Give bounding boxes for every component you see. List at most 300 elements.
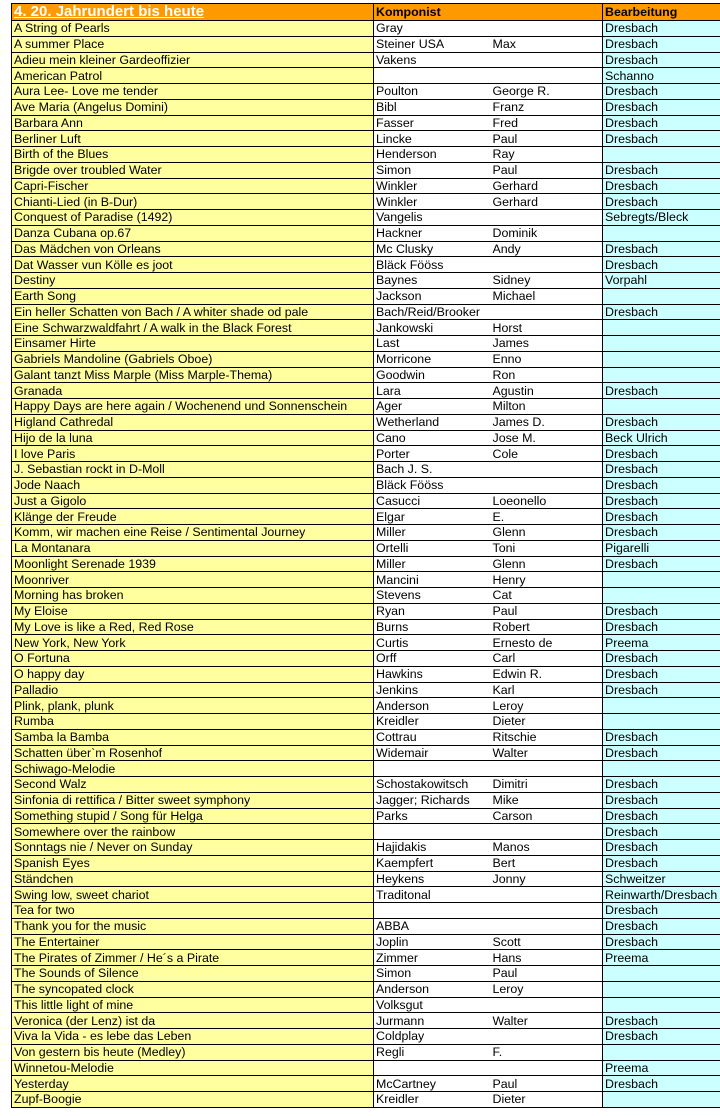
composer-first-name-cell: Manos	[491, 840, 603, 856]
arrangement-cell: Preema	[603, 635, 720, 651]
table-row	[12, 525, 720, 541]
arrangement-cell: Dresbach	[603, 619, 720, 635]
composer-first-name-cell: Gerhard	[491, 194, 603, 210]
arrangement-cell: Dresbach	[603, 509, 720, 525]
table-row	[12, 509, 720, 525]
composer-last-name-cell: Hajidakis	[374, 840, 491, 856]
composer-first-name-cell: Max	[491, 36, 603, 52]
arrangement-cell: Dresbach	[603, 21, 720, 37]
table-row	[12, 1044, 720, 1060]
piece-title-cell: Just a Gigolo	[12, 493, 374, 509]
composer-last-name-cell: Steiner USA	[374, 36, 491, 52]
piece-title-cell: Galant tanzt Miss Marple (Miss Marple-Thema)	[12, 367, 374, 383]
piece-title-cell: O happy day	[12, 666, 374, 682]
composer-last-name-cell: Goodwin	[374, 367, 491, 383]
composer-last-name-cell: Orff	[374, 651, 491, 667]
table-row	[12, 855, 720, 871]
composer-last-name-cell: Kreidler	[374, 1092, 491, 1108]
piece-title-cell: Tea for two	[12, 903, 374, 919]
composer-first-name-cell: Jose M.	[491, 430, 603, 446]
arrangement-cell: Pigarelli	[603, 540, 720, 556]
piece-title-cell: Zupf-Boogie	[12, 1092, 374, 1108]
composer-first-name-cell: James	[491, 336, 603, 352]
table-row	[12, 950, 720, 966]
arrangement-cell: Dresbach	[603, 446, 720, 462]
table-row	[12, 336, 720, 352]
composer-first-name-cell: Paul	[491, 1076, 603, 1092]
piece-title-cell: Das Mädchen von Orleans	[12, 241, 374, 257]
composer-last-name-cell: Gray	[374, 21, 491, 37]
table-row	[12, 162, 720, 178]
piece-title-cell: New York, New York	[12, 635, 374, 651]
composer-last-name-cell: Winkler	[374, 178, 491, 194]
arrangement-cell: Dresbach	[603, 840, 720, 856]
piece-title-cell: Schatten über`m Rosenhof	[12, 745, 374, 761]
composer-first-name-cell: Carson	[491, 808, 603, 824]
table-row	[12, 430, 720, 446]
table-row	[12, 1013, 720, 1029]
composer-last-name-cell: Vangelis	[374, 210, 491, 226]
arrangement-cell: Dresbach	[603, 462, 720, 478]
table-row	[12, 903, 720, 919]
table-row	[12, 934, 720, 950]
arrangement-cell	[603, 147, 720, 163]
piece-title-cell: Conquest of Paradise (1492)	[12, 210, 374, 226]
table-row	[12, 682, 720, 698]
composer-first-name-cell: Ernesto de	[491, 635, 603, 651]
composer-first-name-cell: Jonny	[491, 871, 603, 887]
table-row	[12, 446, 720, 462]
arrangement-cell: Schweitzer	[603, 871, 720, 887]
composer-last-name-cell: Bibl	[374, 99, 491, 115]
table-row	[12, 997, 720, 1013]
composer-last-name-cell: Ager	[374, 399, 491, 415]
table-row	[12, 462, 720, 478]
table-row	[12, 918, 720, 934]
composer-last-name-cell: Mancini	[374, 572, 491, 588]
table-row	[12, 225, 720, 241]
composer-last-name-cell: Lara	[374, 383, 491, 399]
piece-title-cell: Adieu mein kleiner Gardeoffizier	[12, 52, 374, 68]
composer-first-name-cell: Dominik	[491, 225, 603, 241]
table-row	[12, 383, 720, 399]
arrangement-cell: Dresbach	[603, 808, 720, 824]
piece-title-cell: Capri-Fischer	[12, 178, 374, 194]
arrangement-cell: Dresbach	[603, 729, 720, 745]
arrangement-cell: Dresbach	[603, 414, 720, 430]
table-row	[12, 1029, 720, 1045]
composer-first-name-cell: Ritschie	[491, 729, 603, 745]
table-row	[12, 1092, 720, 1108]
composer-last-name-cell	[374, 68, 491, 84]
composer-last-name-cell: Anderson	[374, 981, 491, 997]
arrangement-cell	[603, 225, 720, 241]
arrangement-cell: Dresbach	[603, 99, 720, 115]
arrangement-cell: Dresbach	[603, 241, 720, 257]
composer-last-name-cell: Volksgut	[374, 997, 491, 1013]
piece-title-cell: Ave Maria (Angelus Domini)	[12, 99, 374, 115]
composer-first-name-cell: Toni	[491, 540, 603, 556]
composer-last-name-cell: Miller	[374, 556, 491, 572]
arrangement-cell	[603, 588, 720, 604]
composer-first-name-cell: Enno	[491, 351, 603, 367]
composer-last-name-cell	[374, 824, 491, 840]
piece-title-cell: Ein heller Schatten von Bach / A whiter shade od pale	[12, 304, 374, 320]
table-row	[12, 761, 720, 777]
arrangement-cell	[603, 288, 720, 304]
piece-title-cell: Gabriels Mandoline (Gabriels Oboe)	[12, 351, 374, 367]
piece-title-cell: Klänge der Freude	[12, 509, 374, 525]
table-row	[12, 1060, 720, 1076]
composer-last-name-cell: Traditonal	[374, 887, 491, 903]
composer-last-name-cell: Jurmann	[374, 1013, 491, 1029]
composer-first-name-cell: Henry	[491, 572, 603, 588]
composer-first-name-cell: Paul	[491, 603, 603, 619]
composer-first-name-cell: George R.	[491, 84, 603, 100]
arrangement-cell: Dresbach	[603, 777, 720, 793]
composer-last-name-cell	[374, 903, 491, 919]
composer-last-name-cell: Heykens	[374, 871, 491, 887]
composer-first-name-cell: Paul	[491, 131, 603, 147]
composer-first-name-cell: Agustin	[491, 383, 603, 399]
arrangement-cell	[603, 367, 720, 383]
arrangement-column-header: Bearbeitung	[603, 4, 720, 21]
piece-title-cell: The syncopated clock	[12, 981, 374, 997]
piece-title-cell: Barbara Ann	[12, 115, 374, 131]
arrangement-cell	[603, 320, 720, 336]
composer-first-name-cell: Andy	[491, 241, 603, 257]
piece-title-cell: Hijo de la luna	[12, 430, 374, 446]
composer-last-name-cell: Lincke	[374, 131, 491, 147]
composer-first-name-cell: Paul	[491, 162, 603, 178]
piece-title-cell: This little light of mine	[12, 997, 374, 1013]
composer-first-name-cell: Carl	[491, 651, 603, 667]
composer-last-name-cell: Simon	[374, 162, 491, 178]
arrangement-cell	[603, 714, 720, 730]
composer-first-name-cell: Dieter	[491, 714, 603, 730]
piece-title-cell: The Entertainer	[12, 934, 374, 950]
table-row	[12, 399, 720, 415]
composer-first-name-cell	[491, 918, 603, 934]
composer-last-name-cell: Jenkins	[374, 682, 491, 698]
arrangement-cell: Dresbach	[603, 52, 720, 68]
arrangement-cell	[603, 1044, 720, 1060]
arrangement-cell: Schanno	[603, 68, 720, 84]
arrangement-cell: Sebregts/Bleck	[603, 210, 720, 226]
piece-title-cell: Winnetou-Melodie	[12, 1060, 374, 1076]
arrangement-cell	[603, 399, 720, 415]
composer-last-name-cell: Henderson	[374, 147, 491, 163]
composer-first-name-cell	[491, 304, 603, 320]
table-row	[12, 887, 720, 903]
composer-last-name-cell: Anderson	[374, 698, 491, 714]
piece-title-cell: Samba la Bamba	[12, 729, 374, 745]
piece-title-cell: Eine Schwarzwaldfahrt / A walk in the Black Forest	[12, 320, 374, 336]
composer-last-name-cell: ABBA	[374, 918, 491, 934]
arrangement-cell: Dresbach	[603, 304, 720, 320]
arrangement-cell: Dresbach	[603, 556, 720, 572]
piece-title-cell: A summer Place	[12, 36, 374, 52]
arrangement-cell: Dresbach	[603, 36, 720, 52]
composer-last-name-cell: Stevens	[374, 588, 491, 604]
table-row	[12, 981, 720, 997]
arrangement-cell: Dresbach	[603, 682, 720, 698]
composer-last-name-cell: Last	[374, 336, 491, 352]
arrangement-cell	[603, 761, 720, 777]
composer-first-name-cell: Cole	[491, 446, 603, 462]
table-row	[12, 84, 720, 100]
piece-title-cell: Chianti-Lied (in B-Dur)	[12, 194, 374, 210]
arrangement-cell	[603, 351, 720, 367]
composer-last-name-cell: Vakens	[374, 52, 491, 68]
composer-first-name-cell	[491, 903, 603, 919]
arrangement-cell: Preema	[603, 1060, 720, 1076]
composer-first-name-cell: Robert	[491, 619, 603, 635]
composer-first-name-cell	[491, 210, 603, 226]
composer-first-name-cell	[491, 824, 603, 840]
composer-last-name-cell: McCartney	[374, 1076, 491, 1092]
composer-first-name-cell: Loeonello	[491, 493, 603, 509]
composer-last-name-cell: Schostakowitsch	[374, 777, 491, 793]
composer-last-name-cell: Curtis	[374, 635, 491, 651]
arrangement-cell: Dresbach	[603, 383, 720, 399]
table-row	[12, 540, 720, 556]
table-row	[12, 99, 720, 115]
composer-first-name-cell: Bert	[491, 855, 603, 871]
arrangement-cell	[603, 981, 720, 997]
composer-first-name-cell: Mike	[491, 792, 603, 808]
arrangement-cell	[603, 572, 720, 588]
piece-title-cell: Destiny	[12, 273, 374, 289]
arrangement-cell: Vorpahl	[603, 273, 720, 289]
piece-title-cell: Komm, wir machen eine Reise / Sentimental Journey	[12, 525, 374, 541]
section-title: 4. 20. Jahrundert bis heute	[12, 4, 374, 21]
piece-title-cell: A String of Pearls	[12, 21, 374, 37]
piece-title-cell: American Patrol	[12, 68, 374, 84]
arrangement-cell: Dresbach	[603, 493, 720, 509]
composer-first-name-cell	[491, 1029, 603, 1045]
composer-first-name-cell	[491, 68, 603, 84]
composer-last-name-cell: Ortelli	[374, 540, 491, 556]
composer-first-name-cell	[491, 21, 603, 37]
composer-last-name-cell: Fasser	[374, 115, 491, 131]
table-row	[12, 824, 720, 840]
piece-title-cell: Ständchen	[12, 871, 374, 887]
composer-first-name-cell: Walter	[491, 745, 603, 761]
composer-last-name-cell: Parks	[374, 808, 491, 824]
table-row	[12, 1076, 720, 1092]
composer-last-name-cell: Morricone	[374, 351, 491, 367]
arrangement-cell	[603, 1092, 720, 1108]
table-row	[12, 556, 720, 572]
piece-title-cell: Swing low, sweet chariot	[12, 887, 374, 903]
composer-first-name-cell	[491, 887, 603, 903]
composer-first-name-cell: Leroy	[491, 981, 603, 997]
piece-title-cell: J. Sebastian rockt in D-Moll	[12, 462, 374, 478]
table-row	[12, 115, 720, 131]
arrangement-cell: Dresbach	[603, 162, 720, 178]
table-row	[12, 414, 720, 430]
composer-first-name-cell: Gerhard	[491, 178, 603, 194]
arrangement-cell: Dresbach	[603, 194, 720, 210]
arrangement-cell: Dresbach	[603, 1013, 720, 1029]
piece-title-cell: Viva la Vida - es lebe das Leben	[12, 1029, 374, 1045]
composer-last-name-cell: Jagger; Richards	[374, 792, 491, 808]
composer-first-name-cell: Paul	[491, 966, 603, 982]
composer-last-name-cell: Zimmer	[374, 950, 491, 966]
arrangement-cell: Dresbach	[603, 603, 720, 619]
table-row	[12, 745, 720, 761]
composer-first-name-cell: Walter	[491, 1013, 603, 1029]
composer-first-name-cell: Franz	[491, 99, 603, 115]
piece-title-cell: Something stupid / Song für Helga	[12, 808, 374, 824]
piece-title-cell: Sonntags nie / Never on Sunday	[12, 840, 374, 856]
piece-title-cell: Earth Song	[12, 288, 374, 304]
composer-first-name-cell: Dieter	[491, 1092, 603, 1108]
composer-first-name-cell	[491, 997, 603, 1013]
table-row	[12, 666, 720, 682]
table-row	[12, 36, 720, 52]
piece-title-cell: Higland Cathredal	[12, 414, 374, 430]
piece-title-cell: My Eloise	[12, 603, 374, 619]
table-row	[12, 840, 720, 856]
arrangement-cell: Dresbach	[603, 257, 720, 273]
piece-title-cell: I love Paris	[12, 446, 374, 462]
arrangement-cell	[603, 336, 720, 352]
composer-last-name-cell: Kaempfert	[374, 855, 491, 871]
arrangement-cell: Dresbach	[603, 84, 720, 100]
piece-title-cell: Palladio	[12, 682, 374, 698]
table-row	[12, 351, 720, 367]
composer-last-name-cell: Miller	[374, 525, 491, 541]
arrangement-cell: Dresbach	[603, 918, 720, 934]
piece-title-cell: Thank you for the music	[12, 918, 374, 934]
piece-title-cell: Somewhere over the rainbow	[12, 824, 374, 840]
table-row	[12, 635, 720, 651]
piece-title-cell: Moonlight Serenade 1939	[12, 556, 374, 572]
piece-title-cell: O Fortuna	[12, 651, 374, 667]
composer-last-name-cell: Coldplay	[374, 1029, 491, 1045]
composer-last-name-cell: Bach/Reid/Brooker	[374, 304, 491, 320]
composer-first-name-cell: Glenn	[491, 525, 603, 541]
composer-first-name-cell: Michael	[491, 288, 603, 304]
composer-first-name-cell: Scott	[491, 934, 603, 950]
header-row	[12, 4, 720, 21]
table-row	[12, 320, 720, 336]
composer-last-name-cell: Poulton	[374, 84, 491, 100]
composer-first-column-header	[491, 4, 603, 21]
table-row	[12, 792, 720, 808]
arrangement-cell: Dresbach	[603, 477, 720, 493]
composer-first-name-cell: Hans	[491, 950, 603, 966]
composer-first-name-cell: Fred	[491, 115, 603, 131]
table-row	[12, 131, 720, 147]
piece-title-cell: The Sounds of Silence	[12, 966, 374, 982]
composer-first-name-cell: James D.	[491, 414, 603, 430]
arrangement-cell: Dresbach	[603, 1076, 720, 1092]
piece-title-cell: Happy Days are here again / Wochenend und Sonnenschein	[12, 399, 374, 415]
composer-first-name-cell: E.	[491, 509, 603, 525]
table-row	[12, 493, 720, 509]
table-row	[12, 52, 720, 68]
arrangement-cell	[603, 698, 720, 714]
table-row	[12, 68, 720, 84]
arrangement-cell: Dresbach	[603, 666, 720, 682]
arrangement-cell: Dresbach	[603, 1029, 720, 1045]
table-row	[12, 273, 720, 289]
arrangement-cell: Dresbach	[603, 792, 720, 808]
composer-first-name-cell: Edwin R.	[491, 666, 603, 682]
composer-last-name-cell: Cano	[374, 430, 491, 446]
repertoire-table	[11, 3, 720, 1108]
arrangement-cell: Dresbach	[603, 934, 720, 950]
composer-last-name-cell: Bach J. S.	[374, 462, 491, 478]
piece-title-cell: Moonriver	[12, 572, 374, 588]
composer-first-name-cell	[491, 761, 603, 777]
composer-column-header: Komponist	[374, 4, 491, 21]
composer-last-name-cell: Widemair	[374, 745, 491, 761]
table-row	[12, 210, 720, 226]
table-row	[12, 808, 720, 824]
piece-title-cell: Second Walz	[12, 777, 374, 793]
piece-title-cell: Jode Naach	[12, 477, 374, 493]
piece-title-cell: Einsamer Hirte	[12, 336, 374, 352]
composer-first-name-cell: Milton	[491, 399, 603, 415]
piece-title-cell: My Love is like a Red, Red Rose	[12, 619, 374, 635]
composer-last-name-cell: Casucci	[374, 493, 491, 509]
arrangement-cell	[603, 997, 720, 1013]
table-row	[12, 588, 720, 604]
table-row	[12, 241, 720, 257]
composer-first-name-cell	[491, 1060, 603, 1076]
table-row	[12, 966, 720, 982]
piece-title-cell: Spanish Eyes	[12, 855, 374, 871]
piece-title-cell: Berliner Luft	[12, 131, 374, 147]
table-row	[12, 651, 720, 667]
composer-first-name-cell: Ray	[491, 147, 603, 163]
composer-first-name-cell: Glenn	[491, 556, 603, 572]
composer-first-name-cell: F.	[491, 1044, 603, 1060]
piece-title-cell: Brigde over troubled Water	[12, 162, 374, 178]
piece-title-cell: Dat Wasser vun Kölle es joot	[12, 257, 374, 273]
table-row	[12, 698, 720, 714]
composer-last-name-cell: Joplin	[374, 934, 491, 950]
composer-last-name-cell: Bläck Fööss	[374, 477, 491, 493]
composer-last-name-cell: Bläck Fööss	[374, 257, 491, 273]
composer-last-name-cell: Jackson	[374, 288, 491, 304]
composer-last-name-cell	[374, 761, 491, 777]
piece-title-cell: Sinfonia di rettifica / Bitter sweet symphony	[12, 792, 374, 808]
composer-first-name-cell: Horst	[491, 320, 603, 336]
table-row	[12, 777, 720, 793]
table-row	[12, 367, 720, 383]
composer-last-name-cell: Wetherland	[374, 414, 491, 430]
piece-title-cell: Aura Lee- Love me tender	[12, 84, 374, 100]
piece-title-cell: Rumba	[12, 714, 374, 730]
piece-title-cell: Morning has broken	[12, 588, 374, 604]
composer-first-name-cell: Leroy	[491, 698, 603, 714]
composer-first-name-cell: Sidney	[491, 273, 603, 289]
piece-title-cell: The Pirates of Zimmer / He´s a Pirate	[12, 950, 374, 966]
table-row	[12, 619, 720, 635]
arrangement-cell: Dresbach	[603, 745, 720, 761]
composer-first-name-cell	[491, 52, 603, 68]
composer-first-name-cell: Cat	[491, 588, 603, 604]
composer-last-name-cell: Winkler	[374, 194, 491, 210]
arrangement-cell	[603, 966, 720, 982]
composer-last-name-cell: Burns	[374, 619, 491, 635]
table-row	[12, 304, 720, 320]
